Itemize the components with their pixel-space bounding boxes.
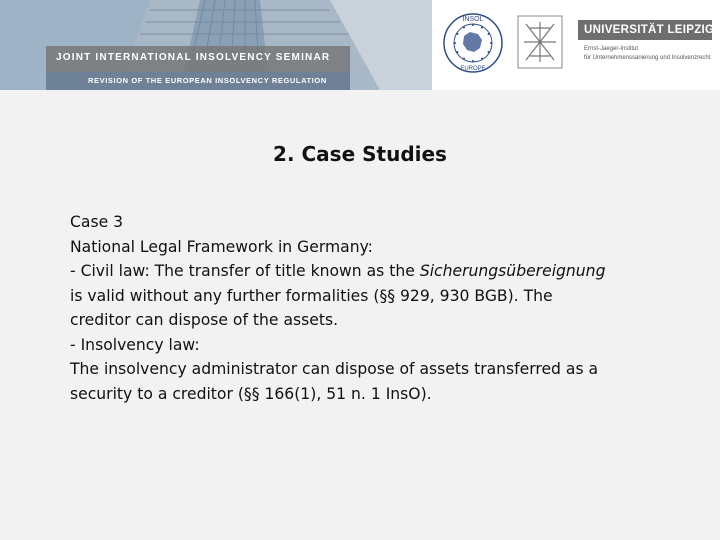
university-institute-detail: für Unternehmenssanierung und Insolvenzrecht — [584, 55, 711, 61]
civil-law-line3: creditor can dispose of the assets. — [70, 311, 339, 329]
insol-logo-bottom-text: EUROPE — [460, 66, 486, 72]
insol-europe-logo — [442, 12, 504, 74]
slide-title-wrapper — [0, 142, 720, 166]
seminar-title: JOINT INTERNATIONAL INSOLVENCY SEMINAR — [56, 52, 331, 63]
framework-heading: National Legal Framework in Germany: — [70, 237, 373, 256]
civil-law-prefix: - Civil law: The transfer of title known as the — [70, 262, 420, 280]
insolvency-law-heading: - Insolvency law: — [70, 335, 200, 354]
university-name: UNIVERSITÄT LEIPZIG — [578, 20, 712, 40]
seminar-banner — [46, 46, 350, 72]
university-institute: Ernst-Jaeger-Institut — [584, 46, 639, 52]
university-seal — [516, 14, 564, 70]
seminar-subtitle: REVISION OF THE EUROPEAN INSOLVENCY REGULATION — [88, 76, 327, 85]
case-label: Case 3 — [70, 213, 124, 231]
seminar-subbanner — [46, 72, 350, 90]
slide-body — [70, 210, 690, 406]
insolvency-line1: The insolvency administrator can dispose of assets transferred as a — [70, 360, 599, 378]
header — [0, 0, 720, 90]
insol-logo-top-text: INSOL — [462, 16, 484, 23]
header-photo — [0, 0, 432, 90]
civil-law-term: Sicherungsübereignung — [419, 262, 606, 280]
civil-law-line2: is valid without any further formalities (§§ 929, 930 BGB). The — [70, 286, 553, 305]
insolvency-line2: security to a creditor (§§ 166(1), 51 n. 1 InsO). — [70, 384, 432, 403]
insolvency-paragraph — [70, 357, 690, 406]
civil-law-paragraph — [70, 259, 690, 333]
slide-title: 2. Case Studies — [273, 142, 447, 166]
